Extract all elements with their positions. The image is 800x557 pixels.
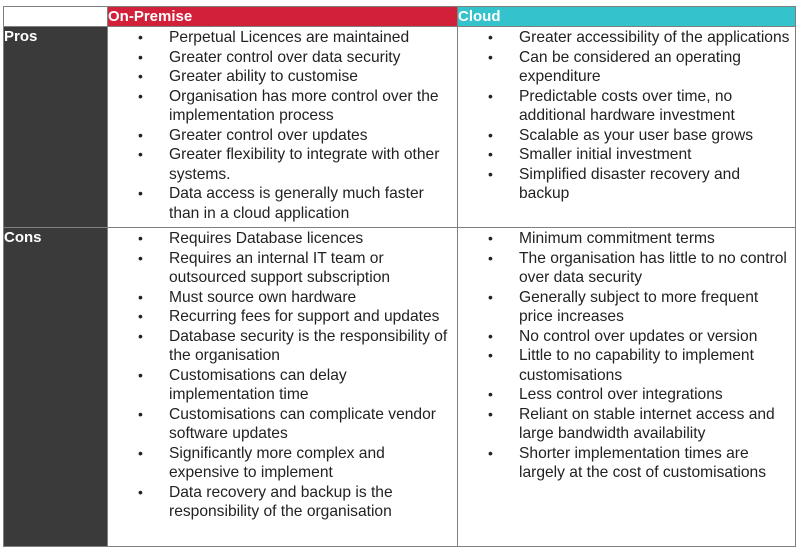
list-item-text: Perpetual Licences are maintained [169, 29, 410, 46]
bullet-icon: • [138, 308, 143, 324]
cons-on-premise-list [108, 229, 457, 522]
bullet-icon: • [488, 165, 493, 182]
list-item [108, 444, 457, 483]
bullet-icon: • [138, 366, 143, 383]
bullet-icon: • [138, 249, 143, 266]
cons-cloud-list [458, 229, 795, 483]
on-premise-header: On-Premise [108, 7, 458, 27]
pros-on-premise-list [108, 28, 457, 223]
list-item-text: Significantly more complex and expensive to implement [169, 444, 385, 481]
list-item [458, 405, 795, 444]
bullet-icon: • [138, 483, 143, 500]
list-item-text: Reliant on stable internet access and large bandwidth availability [519, 405, 775, 442]
list-item [108, 288, 457, 308]
bullet-icon: • [138, 48, 143, 65]
bullet-icon: • [488, 87, 493, 104]
cons-row [4, 228, 796, 547]
list-item [458, 385, 795, 405]
cloud-header: Cloud [458, 7, 796, 27]
pros-on-premise-cell [108, 27, 458, 228]
list-item-text: Greater ability to customise [169, 68, 358, 85]
list-item-text: Can be considered an operating expenditure [519, 48, 741, 85]
list-item [458, 229, 795, 249]
pros-label: Pros [4, 27, 108, 228]
list-item-text: Data recovery and backup is the responsibility of the organisation [169, 483, 393, 520]
bullet-icon: • [138, 68, 143, 84]
bullet-icon: • [488, 249, 493, 266]
list-item [458, 87, 795, 126]
bullet-icon: • [138, 327, 143, 344]
list-item [458, 444, 795, 483]
bullet-icon: • [138, 230, 143, 246]
list-item [458, 145, 795, 165]
bullet-icon: • [488, 444, 493, 461]
bullet-icon: • [488, 288, 493, 305]
list-item-text: Simplified disaster recovery and backup [519, 165, 741, 202]
bullet-icon: • [488, 29, 493, 45]
list-item [108, 405, 457, 444]
list-item [108, 229, 457, 249]
bullet-icon: • [138, 29, 143, 45]
bullet-icon: • [138, 444, 143, 461]
list-item-text: Data access is generally much faster than in a cloud application [169, 185, 424, 222]
cons-label: Cons [4, 228, 108, 547]
bullet-icon: • [488, 347, 493, 363]
list-item-text: Predictable costs over time, no additional hardware investment [519, 87, 735, 124]
list-item [108, 483, 457, 522]
list-item [108, 366, 457, 405]
header-row [4, 7, 796, 27]
bullet-icon: • [138, 146, 143, 162]
cons-cloud-cell [458, 228, 796, 547]
comparison-table [3, 6, 796, 547]
list-item [108, 327, 457, 366]
list-item [458, 346, 795, 385]
bullet-icon: • [488, 126, 493, 143]
list-item-text: Greater control over data security [169, 48, 401, 66]
list-item-text: Recurring fees for support and updates [169, 308, 440, 325]
list-item [458, 249, 795, 288]
list-item-text: Minimum commitment terms [519, 230, 715, 247]
pros-cloud-cell [458, 27, 796, 228]
list-item-text: Smaller initial investment [519, 146, 692, 163]
list-item [108, 87, 457, 126]
list-item [458, 165, 795, 204]
list-item-text: Greater flexibility to integrate with other systems. [169, 146, 440, 183]
list-item [458, 48, 795, 87]
list-item [108, 249, 457, 288]
list-item-text: Less control over integrations [519, 386, 723, 403]
list-item [108, 67, 457, 87]
list-item-text: Shorter implementation times are largely at the cost of customisations [519, 444, 767, 481]
bullet-icon: • [488, 386, 493, 402]
list-item-text: Requires Database licences [169, 230, 364, 247]
bullet-icon: • [138, 405, 143, 422]
bullet-icon: • [488, 327, 493, 344]
bullet-icon: • [488, 230, 493, 246]
bullet-icon: • [488, 405, 493, 422]
bullet-icon: • [138, 288, 143, 305]
bullet-icon: • [488, 146, 493, 162]
list-item [108, 48, 457, 68]
bullet-icon: • [138, 126, 143, 143]
list-item [108, 184, 457, 223]
list-item-text: No control over updates or version [519, 327, 758, 345]
bullet-icon: • [138, 87, 143, 104]
list-item [458, 327, 795, 347]
list-item [458, 28, 795, 48]
list-item [108, 28, 457, 48]
list-item-text: Little to no capability to implement customisations [519, 347, 754, 384]
list-item-text: Requires an internal IT team or outsourced support subscription [169, 249, 391, 286]
list-item-text: Greater accessibility of the applications [519, 29, 790, 46]
list-item [108, 126, 457, 146]
list-item-text: Customisations can complicate vendor software updates [169, 405, 436, 442]
list-item [458, 126, 795, 146]
list-item-text: Customisations can delay implementation time [169, 366, 347, 403]
pros-row [4, 27, 796, 228]
list-item-text: Organisation has more control over the implementation process [169, 87, 439, 124]
list-item-text: Scalable as your user base grows [519, 126, 754, 144]
list-item [458, 288, 795, 327]
pros-cloud-list [458, 28, 795, 204]
cons-on-premise-cell [108, 228, 458, 547]
list-item-text: Must source own hardware [169, 288, 357, 306]
bullet-icon: • [138, 185, 143, 201]
list-item-text: The organisation has little to no control over data security [519, 249, 787, 286]
list-item [108, 307, 457, 327]
list-item-text: Greater control over updates [169, 126, 368, 144]
corner-cell [4, 7, 108, 27]
bullet-icon: • [488, 48, 493, 65]
list-item-text: Database security is the responsibility of the organisation [169, 327, 448, 364]
list-item-text: Generally subject to more frequent price increases [519, 288, 759, 325]
list-item [108, 145, 457, 184]
